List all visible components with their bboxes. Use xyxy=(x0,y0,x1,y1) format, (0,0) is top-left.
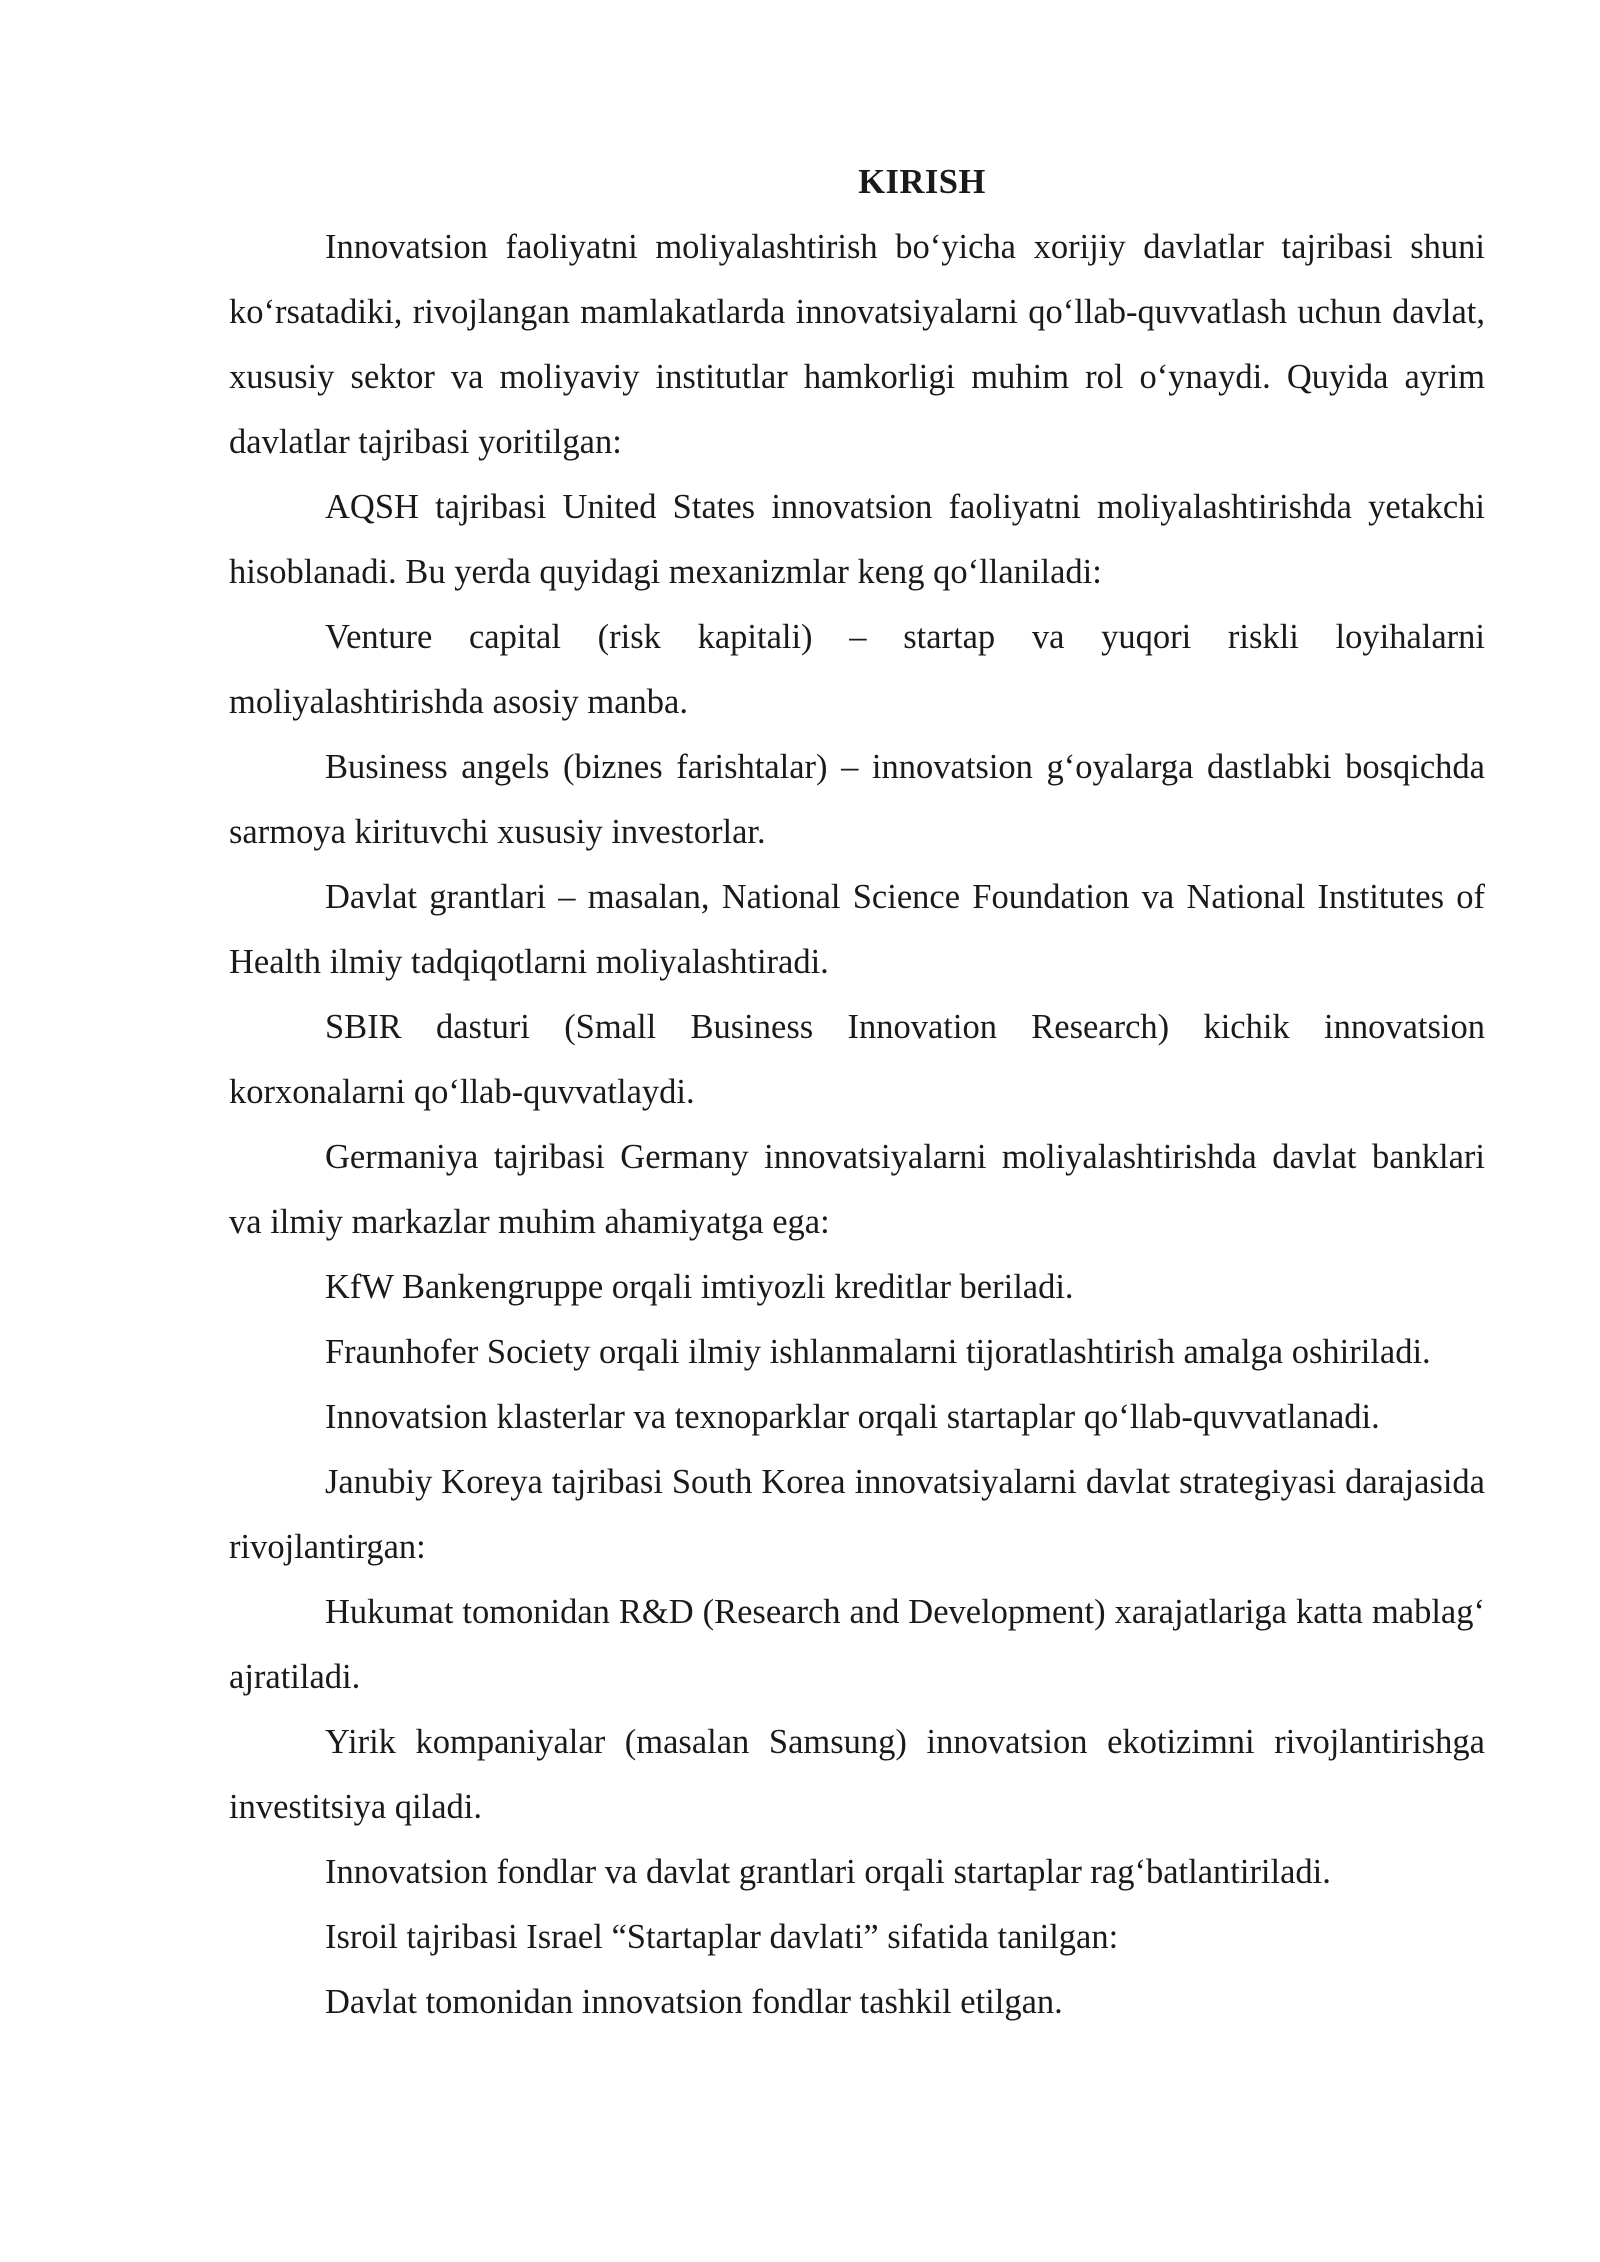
paragraph-companies: Yirik kompaniyalar (masalan Samsung) innovatsion ekotizimni rivojlantirishga investitsiya qiladi. xyxy=(229,1723,1485,1826)
paragraph-israel: Isroil tajribasi Israel “Startaplar davlati” sifatida tanilgan: xyxy=(325,1918,1119,1956)
paragraph-intro: Innovatsion faoliyatni moliyalashtirish bo‘yicha xorijiy davlatlar tajribasi shuni ko‘rsatadiki, rivojlangan mamlakatlarda innovatsiyalarni qo‘llab-quvvatlash uchun davlat, xususiy sektor va moliyaviy institutlar hamkorligi muhim rol o‘ynaydi. Quyida ayrim davlatlar tajribasi yoritilgan: xyxy=(229,228,1485,461)
paragraph-fraunhofer: Fraunhofer Society orqali ilmiy ishlanmalarni tijoratlashtirish amalga oshiriladi. xyxy=(325,1333,1431,1371)
paragraph-clusters: Innovatsion klasterlar va texnoparklar orqali startaplar qo‘llab-quvvatlanadi. xyxy=(325,1398,1380,1436)
paragraph-israel-funds: Davlat tomonidan innovatsion fondlar tashkil etilgan. xyxy=(325,1983,1063,2021)
paragraph-germany: Germaniya tajribasi Germany innovatsiyalarni moliyalashtirishda davlat banklari va ilmiy markazlar muhim ahamiyatga ega: xyxy=(229,1138,1485,1241)
paragraph-kfw: KfW Bankengruppe orqali imtiyozli kreditlar beriladi. xyxy=(325,1268,1074,1306)
paragraph-business-angels: Business angels (biznes farishtalar) – innovatsion g‘oyalarga dastlabki bosqichda sarmoya kirituvchi xususiy investorlar. xyxy=(229,748,1485,851)
paragraph-venture-capital: Venture capital (risk kapitali) – startap va yuqori riskli loyihalarni moliyalashtirishda asosiy manba. xyxy=(229,618,1485,721)
paragraph-state-grants: Davlat grantlari – masalan, National Science Foundation va National Institutes of Health ilmiy tadqiqotlarni moliyalashtiradi. xyxy=(229,878,1485,981)
paragraph-rnd: Hukumat tomonidan R&D (Research and Development) xarajatlariga katta mablag‘ ajratiladi. xyxy=(229,1593,1485,1696)
page-title: KIRISH xyxy=(858,163,986,201)
paragraph-usa: AQSH tajribasi United States innovatsion faoliyatni moliyalashtirishda yetakchi hisoblanadi. Bu yerda quyidagi mexanizmlar keng qo‘llaniladi: xyxy=(229,488,1485,591)
paragraph-south-korea: Janubiy Koreya tajribasi South Korea innovatsiyalarni davlat strategiyasi darajasida rivojlantirgan: xyxy=(229,1463,1485,1566)
document-page xyxy=(229,150,1485,2035)
paragraph-sbir: SBIR dasturi (Small Business Innovation Research) kichik innovatsion korxonalarni qo‘llab-quvvatlaydi. xyxy=(229,1008,1485,1111)
paragraph-funds: Innovatsion fondlar va davlat grantlari orqali startaplar rag‘batlantiriladi. xyxy=(325,1853,1331,1891)
